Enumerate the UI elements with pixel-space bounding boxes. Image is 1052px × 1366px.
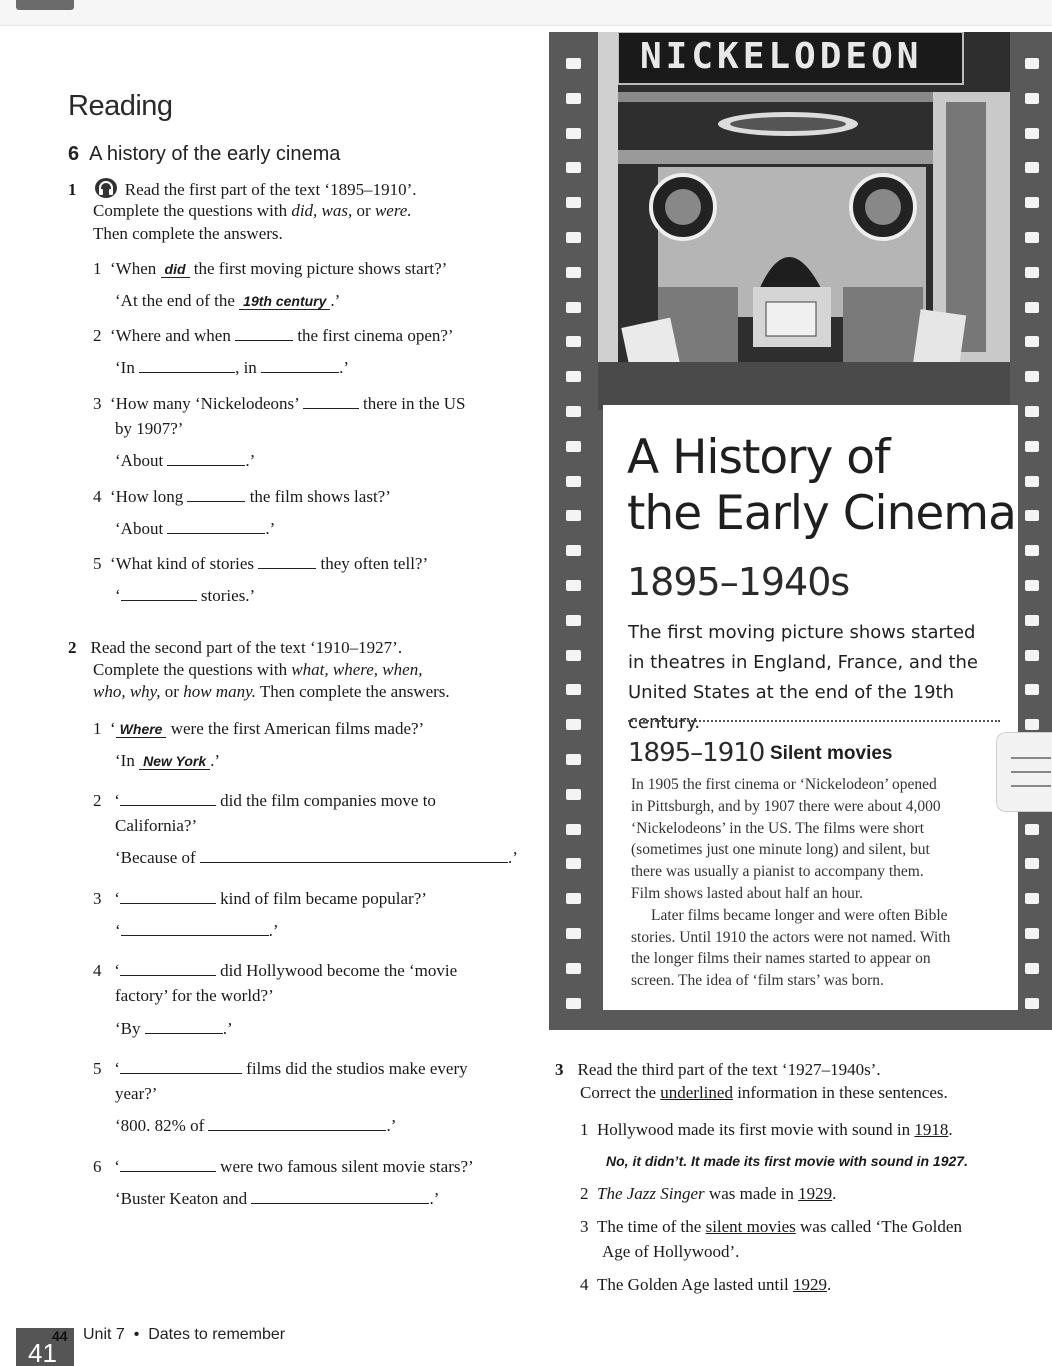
q-text: did Hollywood become the ‘movie	[215, 961, 458, 980]
menu-lines-icon[interactable]	[996, 732, 1052, 812]
sprocket-hole	[566, 650, 581, 661]
q-number: 5	[93, 554, 102, 573]
s-number: 3	[580, 1217, 589, 1236]
task1-a1	[115, 290, 340, 312]
sprocket-hole	[1025, 858, 1039, 869]
title-line2: the Early Cinema	[627, 486, 1016, 541]
sprocket-hole	[1025, 232, 1039, 243]
task1-line1: Read the first part of the text ‘1895–1910’.	[124, 180, 417, 199]
answer-blank[interactable]	[258, 553, 316, 569]
print-page-number: 44	[52, 1328, 68, 1344]
answer-fill: Where	[116, 721, 167, 738]
task3-line1: Read the third part of the text ‘1927–1940s’.	[577, 1060, 881, 1079]
a-text: .’	[429, 1189, 440, 1208]
task2-a5	[115, 1115, 396, 1137]
s-underlined: 1929	[792, 1275, 827, 1294]
q-number: 4	[93, 961, 102, 980]
a-text: .’	[507, 848, 518, 867]
a-text: ‘At the end of the	[115, 291, 240, 310]
task2-q1	[93, 718, 424, 740]
q-text: ‘	[114, 1059, 120, 1078]
dotted-divider	[628, 720, 1000, 722]
q-number: 4	[93, 487, 102, 506]
sprocket-hole	[566, 545, 581, 556]
sprocket-hole	[1025, 267, 1039, 278]
task3-s3-cont: Age of Hollywood’.	[602, 1242, 740, 1261]
s-text: The Golden Age lasted until	[597, 1275, 793, 1294]
task2-a3	[115, 920, 279, 942]
a-text: , in	[235, 358, 262, 377]
q-text: were the first American films made?’	[166, 719, 425, 738]
answer-blank[interactable]	[120, 1156, 216, 1172]
body-line: stories. Until 1910 the actors were not named. With	[631, 928, 951, 946]
headphones-icon[interactable]	[95, 178, 117, 198]
task2-q3	[93, 888, 427, 910]
task1-q5	[93, 553, 428, 575]
task1-line2-pre: Complete the questions with	[93, 201, 292, 220]
q-number: 1	[93, 719, 102, 738]
a-text: ‘	[115, 921, 121, 940]
answer-blank[interactable]	[208, 1115, 386, 1131]
task1-line2-or: or	[352, 201, 375, 220]
task3-s3	[580, 1216, 962, 1238]
sprocket-hole	[566, 580, 581, 591]
intro-line: United States at the end of the 19th century.	[628, 682, 955, 733]
sprocket-hole	[566, 58, 581, 69]
task1-line2	[93, 200, 412, 222]
answer-blank[interactable]	[200, 847, 508, 863]
sprocket-hole	[1025, 893, 1039, 904]
s-number: 2	[580, 1184, 589, 1203]
answer-blank[interactable]	[145, 1018, 223, 1034]
sprocket-hole	[1025, 162, 1039, 173]
task2-line3	[93, 681, 450, 703]
s-text: Hollywood made its first movie with sound in	[597, 1120, 915, 1139]
viewer-toolbar	[0, 0, 1052, 26]
sprocket-hole	[566, 197, 581, 208]
answer-blank[interactable]	[187, 486, 245, 502]
sprocket-hole	[566, 302, 581, 313]
task2-number: 2	[68, 638, 77, 657]
sprocket-hole	[1025, 441, 1039, 452]
footer-unit	[83, 1326, 285, 1344]
a-text: ‘By	[115, 1019, 145, 1038]
answer-blank[interactable]	[121, 585, 197, 601]
q-text: ‘	[114, 961, 120, 980]
s-italic: The Jazz Singer	[597, 1184, 705, 1203]
sprocket-hole	[566, 441, 581, 452]
q-text: there in the US	[358, 394, 466, 413]
task1-line2-words: did, was,	[291, 201, 353, 220]
q-text: ‘Where and when	[110, 326, 236, 345]
page-number: 41	[28, 1338, 57, 1366]
task2-q5	[93, 1058, 468, 1080]
task1-a4	[115, 518, 275, 540]
a-text: .’	[268, 921, 279, 940]
s-text: .	[948, 1120, 953, 1139]
q-number: 5	[93, 1059, 102, 1078]
s-text: .	[832, 1184, 837, 1203]
a-text: .’	[339, 358, 349, 377]
unit-title: Dates to remember	[148, 1326, 286, 1343]
task2-line2	[93, 659, 422, 681]
sprocket-hole	[1025, 128, 1039, 139]
task2-line3-end: Then complete the answers.	[255, 682, 450, 701]
answer-blank[interactable]	[139, 357, 235, 373]
task2-line2-pre: Complete the questions with	[93, 660, 292, 679]
answer-blank[interactable]	[120, 960, 216, 976]
body-line: ‘Nickelodeons’ in the US. The films were short	[631, 819, 925, 837]
a-text: ‘800. 82% of	[115, 1116, 209, 1135]
sprocket-hole	[1025, 998, 1039, 1009]
a-text: stories.’	[196, 586, 256, 605]
task3-number: 3	[555, 1060, 564, 1079]
q-text: ‘	[114, 791, 120, 810]
s-number: 4	[580, 1275, 589, 1294]
sprocket-hole	[566, 93, 581, 104]
a-text: ‘About	[115, 519, 168, 538]
answer-blank[interactable]	[121, 920, 269, 936]
a-text: .’	[222, 1019, 233, 1038]
section-title: Reading	[68, 90, 173, 122]
sprocket-hole	[566, 754, 581, 765]
answer-blank[interactable]	[120, 790, 216, 806]
body-line: In 1905 the first cinema or ‘Nickelodeon’ opened	[631, 776, 937, 793]
task1-q2	[93, 325, 454, 347]
article-years: 1895–1940s	[627, 560, 850, 604]
a-text: .’	[245, 451, 256, 470]
q-number: 6	[93, 1157, 102, 1176]
s-text: The time of the	[597, 1217, 706, 1236]
separator: •	[133, 1326, 140, 1343]
sprocket-hole	[1025, 963, 1039, 974]
sprocket-hole	[566, 719, 581, 730]
q-text: kind of film became popular?’	[215, 889, 427, 908]
body-line: (sometimes just one minute long) and silent, but	[631, 841, 930, 859]
answer-blank[interactable]	[261, 357, 339, 373]
a-text: ‘	[115, 586, 121, 605]
answer-blank[interactable]	[120, 1058, 242, 1074]
sprocket-hole	[566, 406, 581, 417]
task1-q4	[93, 486, 391, 508]
sprocket-hole	[566, 615, 581, 626]
task2-a1	[115, 750, 220, 772]
sign-text: NICKELODEON	[640, 36, 923, 77]
task2-line3-words: who, why,	[93, 682, 161, 701]
a-text: .’	[265, 519, 276, 538]
task3-line2	[580, 1082, 948, 1104]
task3-line2-a: Correct the	[580, 1083, 661, 1102]
s-underlined: silent movies	[705, 1217, 796, 1236]
a-text: .’	[210, 751, 221, 770]
sprocket-hole	[1025, 510, 1039, 521]
sprocket-hole	[1025, 824, 1039, 835]
task2-q2-cont: California?’	[115, 816, 198, 835]
q-text: were two famous silent movie stars?’	[215, 1157, 474, 1176]
task2-q4	[93, 960, 457, 982]
q-text: ‘	[114, 889, 120, 908]
exercise-title	[68, 143, 340, 166]
viewer-tab[interactable]	[16, 0, 74, 10]
body-line: Later films became longer and were often Bible	[651, 906, 948, 924]
task2-q4-cont: factory’ for the world?’	[115, 986, 274, 1005]
task2-line1: Read the second part of the text ‘1910–1927’.	[90, 638, 403, 657]
sprocket-hole	[566, 267, 581, 278]
q-text: the film shows last?’	[245, 487, 391, 506]
task2-a2	[115, 847, 518, 869]
task2-line3-or: or	[160, 682, 184, 701]
article-title	[627, 430, 1016, 542]
answer-fill: did	[161, 261, 190, 278]
task2-line2-words: what, where, when,	[291, 660, 423, 679]
intro-line: The first moving picture shows started	[628, 622, 976, 643]
sprocket-hole	[566, 371, 581, 382]
sprocket-hole	[1025, 684, 1039, 695]
sprocket-hole	[1025, 580, 1039, 591]
sprocket-hole	[566, 336, 581, 347]
task1-line3: Then complete the answers.	[93, 224, 283, 243]
s-number: 1	[580, 1120, 589, 1139]
a-text: ‘Buster Keaton and	[115, 1189, 252, 1208]
q-number: 3	[93, 394, 102, 413]
sprocket-hole	[1025, 719, 1039, 730]
q-text: the first cinema open?’	[293, 326, 454, 345]
unit-label: Unit 7	[83, 1326, 125, 1343]
q-text: did the film companies move to	[215, 791, 436, 810]
answer-blank[interactable]	[251, 1188, 429, 1204]
sprocket-hole	[566, 510, 581, 521]
q-text: films did the studios make every	[241, 1059, 468, 1078]
task2-q6	[93, 1156, 474, 1178]
sprocket-hole	[1025, 406, 1039, 417]
sprocket-hole	[566, 858, 581, 869]
answer-blank[interactable]	[303, 393, 359, 409]
sprocket-hole	[1025, 615, 1039, 626]
task1-number: 1	[68, 180, 77, 199]
q-text: they often tell?’	[316, 554, 429, 573]
q-text: the first moving picture shows start?’	[189, 259, 448, 278]
body-line: there was usually a pianist to accompany them.	[631, 863, 924, 881]
task3-s2	[580, 1183, 836, 1205]
sprocket-hole	[566, 684, 581, 695]
sprocket-hole	[566, 789, 581, 800]
s-underlined: 1918	[914, 1120, 949, 1139]
q-text: ‘When	[110, 259, 161, 278]
a-text: ‘Because of	[115, 848, 200, 867]
sprocket-hole	[1025, 58, 1039, 69]
sprocket-hole	[566, 928, 581, 939]
section-years: 1895–1910	[628, 738, 765, 768]
a-text: ‘In	[115, 751, 140, 770]
article-body	[631, 774, 1001, 992]
answer-blank[interactable]	[167, 518, 265, 534]
q-number: 1	[93, 259, 102, 278]
body-line: screen. The idea of ‘film stars’ was born.	[631, 972, 884, 990]
a-text: .’	[386, 1116, 397, 1135]
answer-blank[interactable]	[235, 325, 293, 341]
sprocket-hole	[566, 824, 581, 835]
exercise-title-text: A history of the early cinema	[89, 143, 341, 165]
answer-blank[interactable]	[167, 450, 245, 466]
task1-a3	[115, 450, 255, 472]
sprocket-hole	[566, 893, 581, 904]
sprocket-hole	[1025, 928, 1039, 939]
task2-q2	[93, 790, 436, 812]
task3-s4	[580, 1274, 831, 1296]
exercise-number: 6	[68, 143, 80, 165]
a-text: ‘About	[115, 451, 168, 470]
q-number: 2	[93, 791, 102, 810]
sprocket-hole	[566, 963, 581, 974]
sprocket-hole	[1025, 197, 1039, 208]
task1-q3-cont: by 1907?’	[115, 419, 184, 438]
answer-fill: New York	[139, 753, 210, 770]
sprocket-hole	[1025, 545, 1039, 556]
a-text: ‘In	[115, 358, 140, 377]
sprocket-hole	[566, 998, 581, 1009]
nickelodeon-photo	[598, 32, 1010, 410]
q-text: ‘How long	[110, 487, 188, 506]
task1-q1	[93, 258, 447, 280]
answer-fill: 19th century	[239, 293, 330, 310]
task2-a4	[115, 1018, 233, 1040]
q-text: ‘	[114, 1157, 120, 1176]
section-label: Silent movies	[770, 743, 893, 764]
task1-line2-last: were.	[374, 201, 412, 220]
sprocket-hole	[566, 232, 581, 243]
sprocket-hole	[1025, 371, 1039, 382]
sprocket-hole	[1025, 336, 1039, 347]
task3-s1	[580, 1119, 953, 1141]
task1-instruction	[68, 178, 417, 201]
q-text: ‘How many ‘Nickelodeons’	[110, 394, 303, 413]
task2-line3-last: how many.	[183, 682, 256, 701]
task2-instruction	[68, 637, 402, 659]
intro-line: in theatres in England, France, and the	[628, 652, 979, 673]
task3-instruction	[555, 1059, 881, 1081]
q-number: 3	[93, 889, 102, 908]
body-line: Film shows lasted about half an hour.	[631, 884, 864, 902]
s-text: was made in	[704, 1184, 799, 1203]
task1-a2	[115, 357, 349, 379]
task2-a6	[115, 1188, 439, 1210]
task3-line2-ul: underlined	[660, 1083, 733, 1102]
sprocket-hole	[566, 128, 581, 139]
q-number: 2	[93, 326, 102, 345]
title-line1: A History of	[627, 430, 890, 485]
answer-blank[interactable]	[120, 888, 216, 904]
s-text: was called ‘The Golden	[795, 1217, 962, 1236]
body-line: in Pittsburgh, and by 1907 there were about 4,000	[631, 797, 941, 815]
task2-q5-cont: year?’	[115, 1084, 158, 1103]
sprocket-hole	[1025, 650, 1039, 661]
task1-a5	[115, 585, 255, 607]
sprocket-hole	[566, 476, 581, 487]
task3-s1-answer: No, it didn’t. It made its first movie with sound in 1927.	[606, 1153, 968, 1169]
sprocket-hole	[1025, 93, 1039, 104]
q-text: ‘What kind of stories	[110, 554, 259, 573]
sprocket-hole	[1025, 476, 1039, 487]
sprocket-hole	[566, 162, 581, 173]
a-text: .’	[330, 291, 341, 310]
q-text: ‘	[110, 719, 116, 738]
s-text: .	[826, 1275, 832, 1294]
task1-q3	[93, 393, 465, 415]
task3-line2-b: information in these sentences.	[732, 1083, 948, 1102]
sprocket-hole	[1025, 302, 1039, 313]
s-underlined: 1929	[798, 1184, 833, 1203]
body-line: the longer films their names started to appear on	[631, 950, 931, 968]
